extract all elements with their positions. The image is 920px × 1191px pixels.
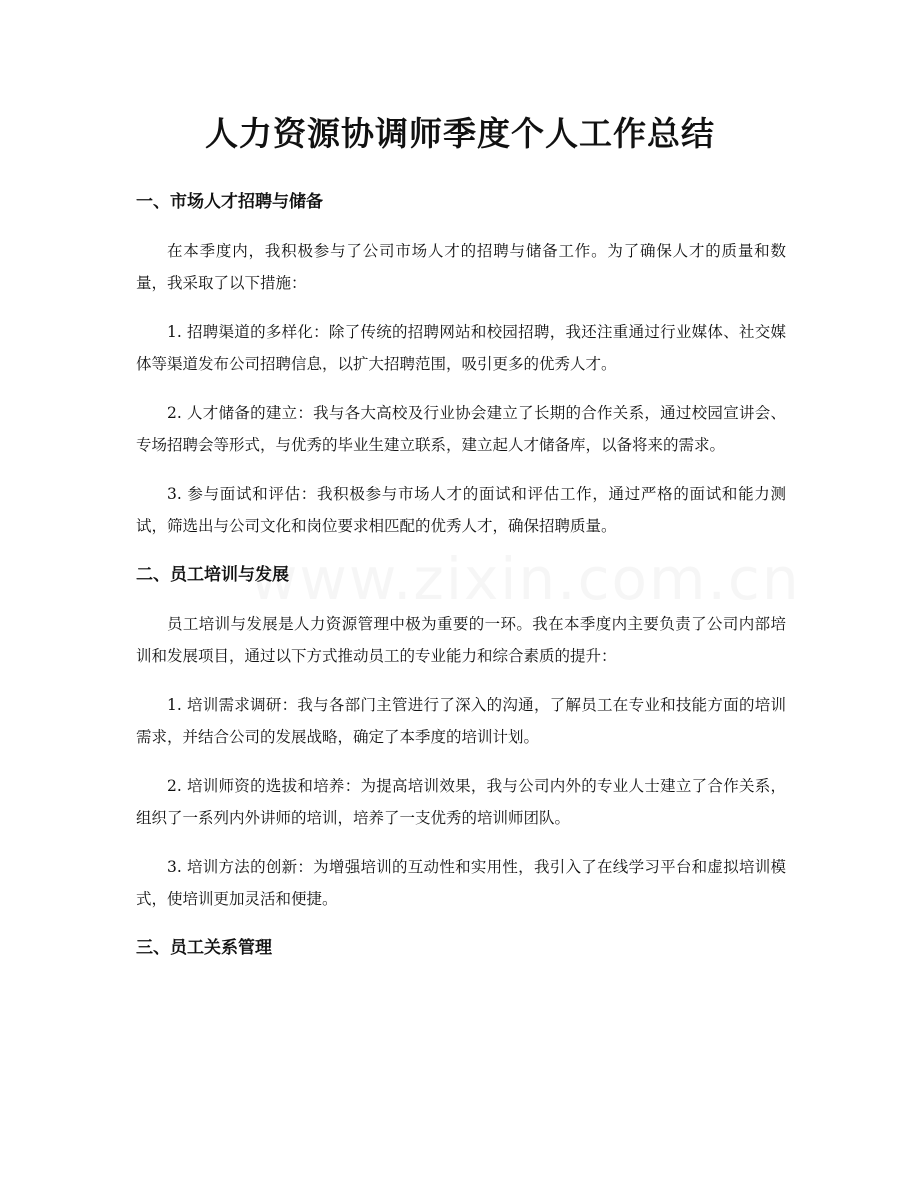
section-2 bbox=[136, 559, 786, 915]
paragraph: 3. 参与面试和评估：我积极参与市场人才的面试和评估工作，通过严格的面试和能力测试，筛选出与公司文化和岗位要求相匹配的优秀人才，确保招聘质量。 bbox=[136, 485, 786, 535]
paragraph: 在本季度内，我积极参与了公司市场人才的招聘与储备工作。为了确保人才的质量和数量，我采取了以下措施： bbox=[136, 242, 786, 292]
paragraph: 2. 培训师资的选拔和培养：为提高培训效果，我与公司内外的专业人士建立了合作关系，组织了一系列内外讲师的培训，培养了一支优秀的培训师团队。 bbox=[136, 777, 786, 827]
section-3 bbox=[136, 932, 786, 964]
paragraph: 1. 培训需求调研：我与各部门主管进行了深入的沟通，了解员工在专业和技能方面的培训需求，并结合公司的发展战略，确定了本季度的培训计划。 bbox=[136, 696, 786, 746]
paragraph: 员工培训与发展是人力资源管理中极为重要的一环。我在本季度内主要负责了公司内部培训和发展项目，通过以下方式推动员工的专业能力和综合素质的提升： bbox=[136, 615, 786, 665]
paragraph: 3. 培训方法的创新：为增强培训的互动性和实用性，我引入了在线学习平台和虚拟培训模式，使培训更加灵活和便捷。 bbox=[136, 858, 786, 908]
section-heading: 一、市场人才招聘与储备 bbox=[136, 192, 323, 212]
section-heading: 三、员工关系管理 bbox=[136, 938, 272, 958]
document-body bbox=[136, 186, 786, 964]
page-title: 人力资源协调师季度个人工作总结 bbox=[205, 114, 715, 153]
section-1 bbox=[136, 186, 786, 542]
watermark: www.zixin.com.cn bbox=[250, 545, 801, 613]
paragraph: 2. 人才储备的建立：我与各大高校及行业协会建立了长期的合作关系，通过校园宣讲会、专场招聘会等形式，与优秀的毕业生建立联系，建立起人才储备库，以备将来的需求。 bbox=[136, 404, 786, 454]
section-heading: 二、员工培训与发展 bbox=[136, 565, 289, 585]
paragraph: 1. 招聘渠道的多样化：除了传统的招聘网站和校园招聘，我还注重通过行业媒体、社交媒体等渠道发布公司招聘信息，以扩大招聘范围，吸引更多的优秀人才。 bbox=[136, 323, 786, 373]
